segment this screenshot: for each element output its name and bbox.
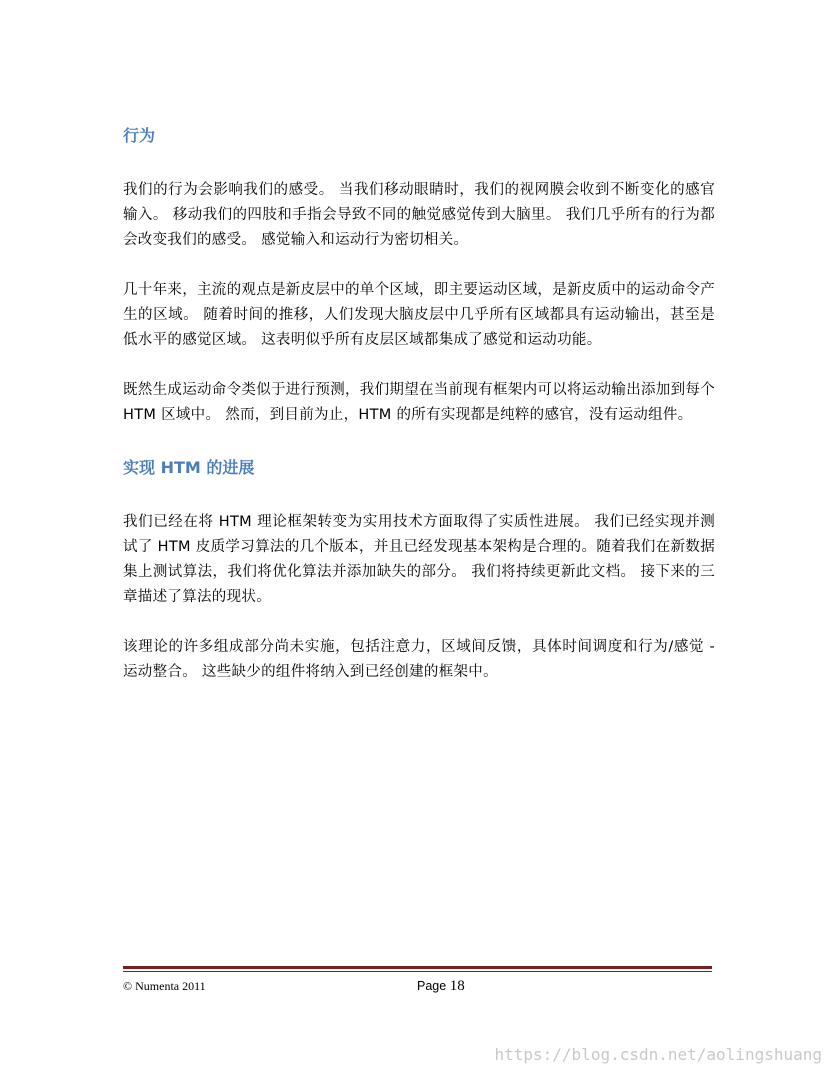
page-number: 18 [449,978,465,994]
section-heading-progress: 实现 HTM 的进展 [123,458,255,477]
footer-page-number [417,977,465,995]
page-content [123,124,715,710]
section-heading-behavior: 行为 [123,126,156,145]
paragraph: 几十年来，主流的观点是新皮层中的单个区域，即主要运动区域，是新皮质中的运动命令产生的区域。 随着时间的推移，人们发现大脑皮层中几乎所有区域都具有运动输出，甚至是低水平的感觉区域。 这表明似乎所有皮层区域都集成了感觉和运动功能。 [123,282,715,348]
footer-rule-thin [123,971,712,972]
paragraph: 我们的行为会影响我们的感受。 当我们移动眼睛时，我们的视网膜会收到不断变化的感官输入。 移动我们的四肢和手指会导致不同的触觉感觉传到大脑里。 我们几乎所有的行为都会改变我们的感受。 感觉输入和运动行为密切相关。 [123,182,715,248]
paragraph: 既然生成运动命令类似于进行预测，我们期望在当前现有框架内可以将运动输出添加到每个 HTM 区域中。 然而，到目前为止，HTM 的所有实现都是纯粹的感官，没有运动组件。 [123,382,715,423]
paragraph: 我们已经在将 HTM 理论框架转变为实用技术方面取得了实质性进展。 我们已经实现并测试了 HTM 皮质学习算法的几个版本，并且已经发现基本架构是合理的。随着我们在新数据集上测试算法，我们将优化算法并添加缺失的部分。 我们将持续更新此文档。 接下来的三章描述了算法的现状。 [123,514,715,605]
watermark-text: https://blog.csdn.net/aolingshuang [494,1045,822,1064]
footer-copyright: © Numenta 2011 [123,979,206,993]
paragraph: 该理论的许多组成部分尚未实施，包括注意力，区域间反馈，具体时间调度和行为/感觉 - 运动整合。 这些缺少的组件将纳入到已经创建的框架中。 [123,639,715,680]
footer-rule-thick [123,966,712,969]
page-label: Page [417,979,447,993]
